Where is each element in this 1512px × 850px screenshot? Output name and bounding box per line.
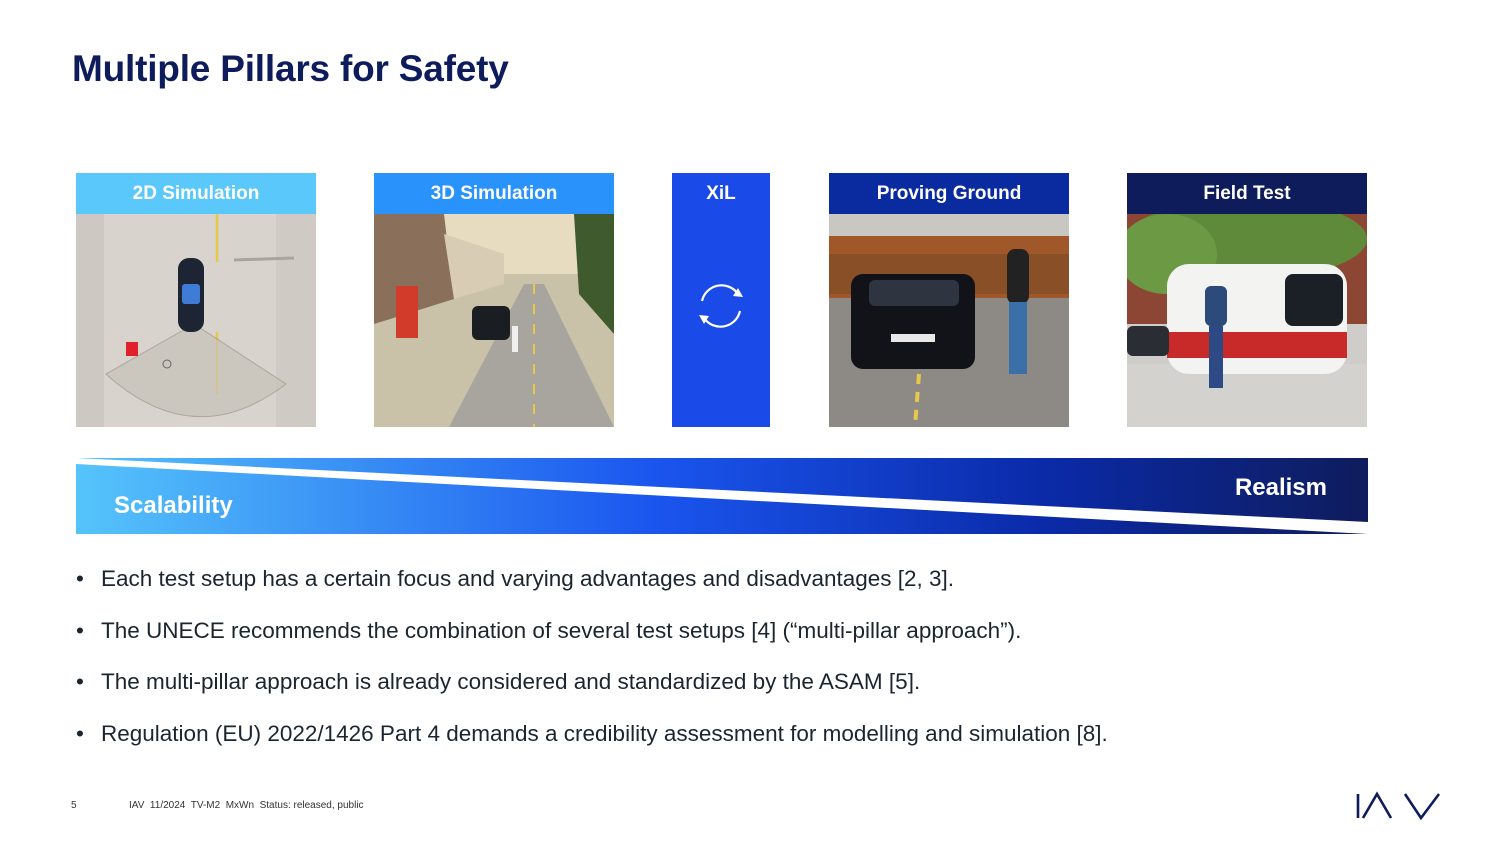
bullet-text: Each test setup has a certain focus and varying advantages and disadvantages [2, 3]. xyxy=(101,566,955,591)
pillar-proving-ground xyxy=(829,173,1069,427)
pillar-field-test-image xyxy=(1127,214,1367,427)
pillar-2d-simulation xyxy=(76,173,316,427)
footer-info: IAV 11/2024 TV-M2 MxWn Status: released, public xyxy=(129,800,364,811)
page-number: 5 xyxy=(71,800,77,811)
bullet-item xyxy=(76,618,1108,644)
scalability-label: Scalability xyxy=(114,492,233,519)
refresh-cycle-icon xyxy=(694,279,748,333)
pillar-3d-simulation-header: 3D Simulation xyxy=(374,173,614,214)
bullet-dot: • xyxy=(76,720,84,746)
bullet-dot: • xyxy=(76,617,84,643)
bullet-dot: • xyxy=(76,669,84,695)
pillar-field-test-header: Field Test xyxy=(1127,173,1367,214)
iav-logo-icon xyxy=(1355,791,1443,821)
bullet-text: The multi-pillar approach is already considered and standardized by the ASAM [5]. xyxy=(101,669,921,695)
bullet-list xyxy=(76,566,1108,772)
bullet-text: The UNECE recommends the combination of several test setups [4] (“multi-pillar approach”). xyxy=(101,617,1022,643)
pillar-xil-header: XiL xyxy=(706,182,736,204)
bullet-item xyxy=(76,721,1108,747)
pillar-proving-ground-header: Proving Ground xyxy=(829,173,1069,214)
pillar-field-test xyxy=(1127,173,1367,427)
bullet-text: Regulation (EU) 2022/1426 Part 4 demands a credibility assessment for modelling and simulation [8]. xyxy=(101,720,1108,746)
bullet-item xyxy=(76,669,1108,695)
pillar-2d-simulation-image xyxy=(76,214,316,427)
pillar-3d-simulation xyxy=(374,173,614,427)
realism-label: Realism xyxy=(1234,474,1327,501)
pillar-2d-simulation-header: 2D Simulation xyxy=(76,173,316,214)
bullet-dot: • xyxy=(76,566,84,591)
page-title: Multiple Pillars for Safety xyxy=(72,48,509,89)
pillar-xil xyxy=(672,173,770,427)
pillar-3d-simulation-image xyxy=(374,214,614,427)
pillar-proving-ground-image xyxy=(829,214,1069,427)
scalability-realism-band xyxy=(76,458,1368,534)
bullet-item xyxy=(76,566,1108,592)
